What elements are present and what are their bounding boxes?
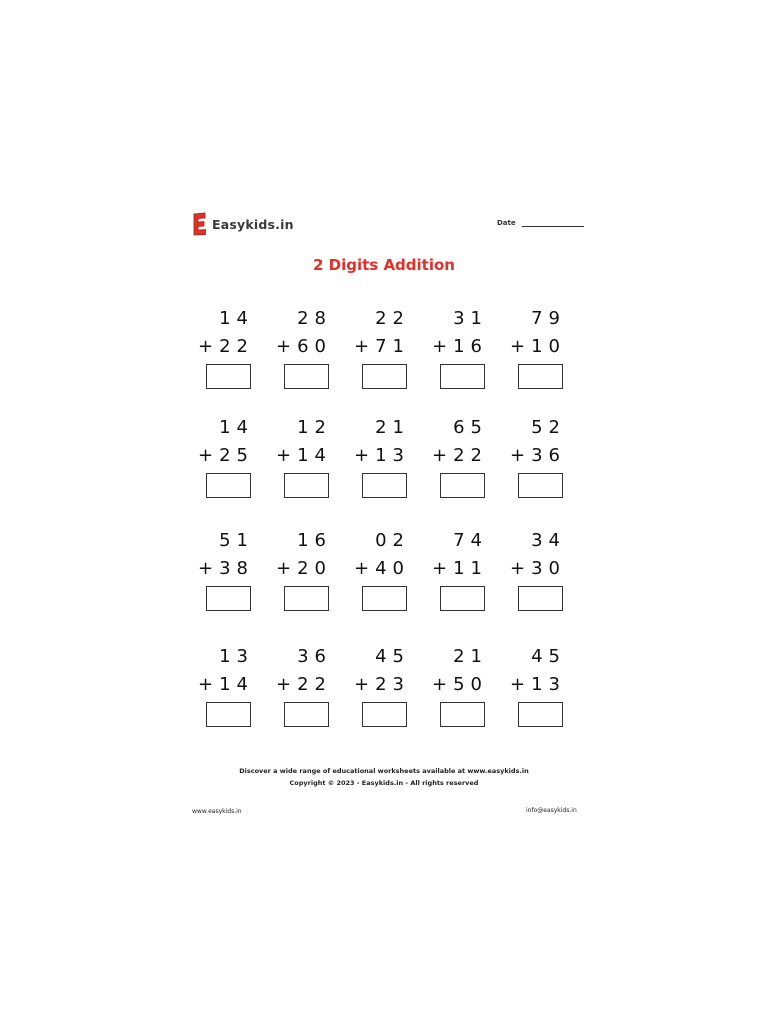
- addend-top: 13: [219, 646, 254, 667]
- addend-bottom: +14: [276, 445, 332, 466]
- footer-copyright: Copyright © 2023 - Easykids.in - All rights reserved: [289, 779, 479, 787]
- footer-promo-text: Discover a wide range of educational worksheets available at www.easykids.in: [239, 767, 529, 775]
- addend-top: 16: [297, 530, 332, 551]
- addend-top: 22: [375, 308, 410, 329]
- answer-box[interactable]: [284, 702, 329, 727]
- addend-bottom: +10: [510, 336, 566, 357]
- addend-top: 02: [375, 530, 410, 551]
- addend-bottom: +14: [198, 674, 254, 695]
- addend-bottom: +13: [510, 674, 566, 695]
- answer-box[interactable]: [440, 364, 485, 389]
- addend-bottom: +25: [198, 445, 254, 466]
- answer-box[interactable]: [518, 473, 563, 498]
- addend-top: 12: [297, 417, 332, 438]
- answer-box[interactable]: [206, 702, 251, 727]
- answer-box[interactable]: [440, 473, 485, 498]
- addend-bottom: +22: [276, 674, 332, 695]
- addend-top: 14: [219, 308, 254, 329]
- answer-box[interactable]: [206, 473, 251, 498]
- addend-bottom: +38: [198, 558, 254, 579]
- addend-top: 52: [531, 417, 566, 438]
- addend-top: 45: [375, 646, 410, 667]
- addend-bottom: +20: [276, 558, 332, 579]
- addend-top: 65: [453, 417, 488, 438]
- addend-bottom: +13: [354, 445, 410, 466]
- addend-top: 28: [297, 308, 332, 329]
- answer-box[interactable]: [206, 586, 251, 611]
- addend-bottom: +23: [354, 674, 410, 695]
- answer-box[interactable]: [362, 702, 407, 727]
- answer-box[interactable]: [362, 364, 407, 389]
- addend-top: 31: [453, 308, 488, 329]
- answer-box[interactable]: [362, 473, 407, 498]
- footer-email: info@easykids.in: [526, 807, 577, 814]
- answer-box[interactable]: [206, 364, 251, 389]
- addend-bottom: +36: [510, 445, 566, 466]
- addend-top: 51: [219, 530, 254, 551]
- addend-bottom: +11: [432, 558, 488, 579]
- addend-top: 21: [453, 646, 488, 667]
- addend-bottom: +30: [510, 558, 566, 579]
- addend-bottom: +22: [198, 336, 254, 357]
- addend-bottom: +16: [432, 336, 488, 357]
- addend-bottom: +60: [276, 336, 332, 357]
- answer-box[interactable]: [518, 364, 563, 389]
- addend-top: 21: [375, 417, 410, 438]
- addend-bottom: +71: [354, 336, 410, 357]
- date-label: Date: [497, 219, 516, 227]
- addend-top: 36: [297, 646, 332, 667]
- answer-box[interactable]: [284, 364, 329, 389]
- addend-top: 14: [219, 417, 254, 438]
- footer-website: www.easykids.in: [192, 808, 242, 815]
- addend-bottom: +40: [354, 558, 410, 579]
- worksheet-title: 2 Digits Addition: [313, 256, 455, 274]
- brand-name: Easykids.in: [212, 216, 294, 232]
- answer-box[interactable]: [362, 586, 407, 611]
- answer-box[interactable]: [440, 702, 485, 727]
- addend-top: 74: [453, 530, 488, 551]
- answer-box[interactable]: [284, 473, 329, 498]
- answer-box[interactable]: [518, 702, 563, 727]
- addend-bottom: +22: [432, 445, 488, 466]
- addend-top: 34: [531, 530, 566, 551]
- addend-bottom: +50: [432, 674, 488, 695]
- answer-box[interactable]: [440, 586, 485, 611]
- addend-top: 45: [531, 646, 566, 667]
- answer-box[interactable]: [518, 586, 563, 611]
- answer-box[interactable]: [284, 586, 329, 611]
- addend-top: 79: [531, 308, 566, 329]
